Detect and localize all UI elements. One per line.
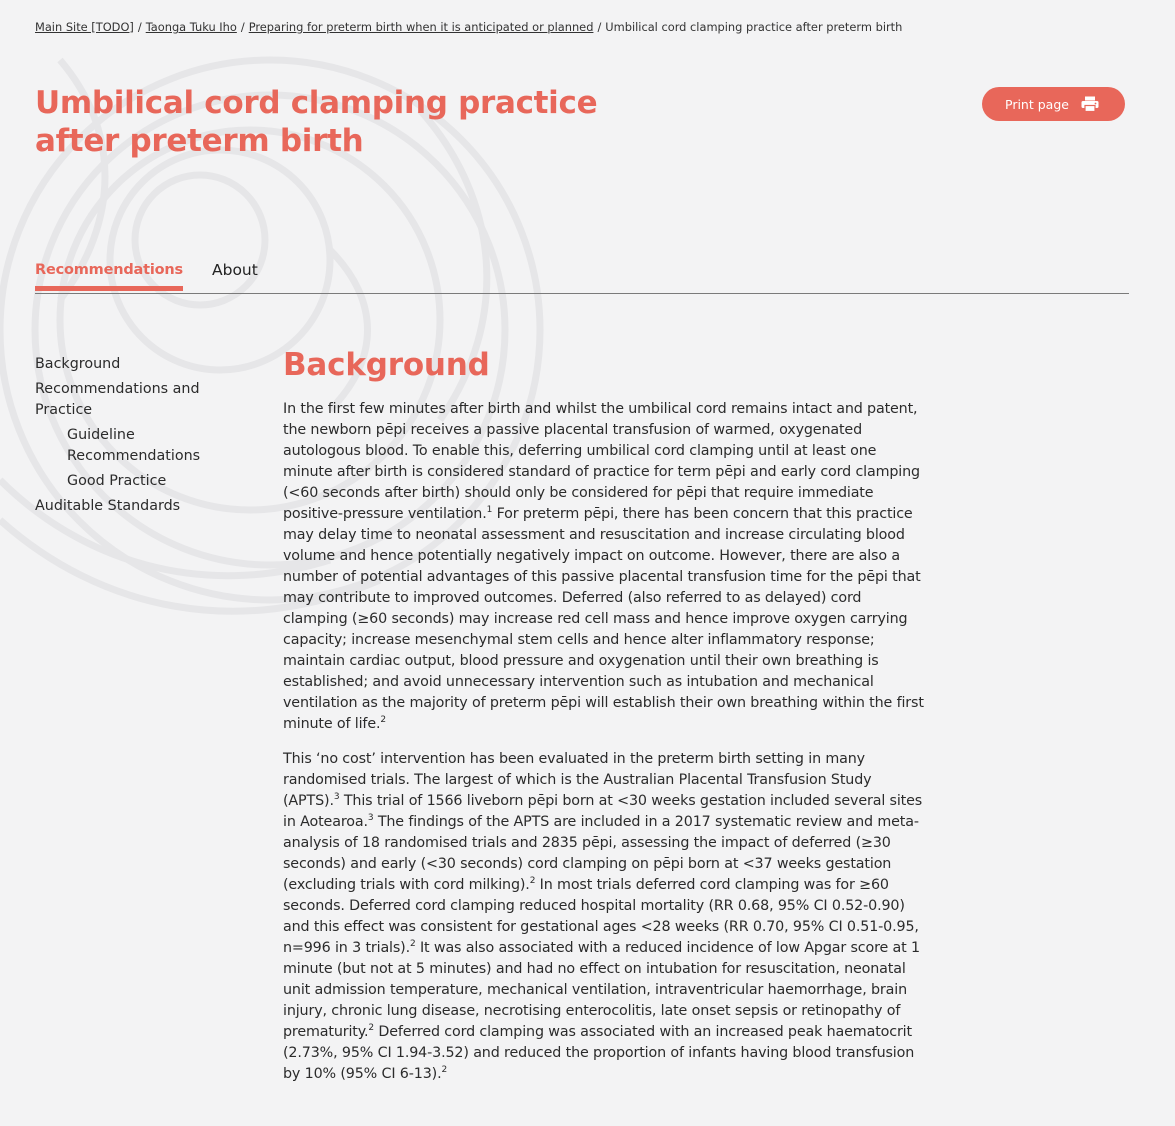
citation-ref: 3 [367, 813, 374, 824]
main-content [283, 345, 928, 1099]
breadcrumb-separator: / [240, 20, 245, 34]
sidebar-nav [35, 354, 240, 521]
breadcrumb [35, 19, 1145, 35]
citation-ref: 2 [529, 876, 536, 887]
citation-ref: 2 [380, 715, 386, 726]
paragraph-text: The findings of the APTS are included in a 2017 systematic review and meta-analysis of 18 randomised trials and 2835 pēpi, assessing the impact of deferred (≥30 seconds) and early (<30 seconds) cord clamping on pēpi born at <37 weeks gestation (excluding trials with cord milking). [283, 814, 919, 893]
paragraph-text: This ‘no cost’ intervention has been evaluated in the preterm birth setting in many randomised trials. The largest of which is the Australian Placental Transfusion Study (APTS). [283, 751, 872, 809]
sidebar-item-recommendations-and-practice[interactable]: Recommendations and Practice [35, 381, 200, 418]
citation-ref: 2 [441, 1065, 448, 1076]
breadcrumb-link-taonga-tuku-iho[interactable]: Taonga Tuku Iho [145, 20, 237, 34]
background-paragraph-2 [283, 749, 928, 1085]
printer-icon [1081, 96, 1099, 112]
section-heading-background: Background [283, 347, 490, 383]
citation-ref: 3 [333, 792, 340, 803]
background-paragraph-1 [283, 399, 928, 735]
citation-ref: 2 [368, 1023, 374, 1034]
paragraph-text: For preterm pēpi, there has been concern that this practice may delay time to neonatal assessment and resuscitation and increase circulating blood volume and hence potentially negatively impact on outcome. However, there are also a number of potential advantages of this passive placental transfusion time for the pēpi that may contribute to improved outcomes. Deferred (also referred to as delayed) cord clamping (≥60 seconds) may increase red cell mass and hence improve oxygen carrying capacity; increase mesenchymal stem cells and hence alter inflammatory response; maintain cardiac output, blood pressure and oxygenation until their own breathing is established; and avoid unnecessary intervention such as intubation and mechanical ventilation as the majority of preterm pēpi will establish their own breathing within the first minute of life. [283, 506, 924, 732]
breadcrumb-current: Umbilical cord clamping practice after preterm birth [605, 20, 903, 34]
print-page-button[interactable] [982, 87, 1125, 121]
paragraph-text: It was also associated with a reduced incidence of low Apgar score at 1 minute (but not at 5 minutes) and had no effect on intubation for resuscitation, neonatal unit admission temperature, mechanical ventilation, intraventricular haemorrhage, brain injury, chronic lung disease, necrotising enterocolitis, late onset sepsis or retinopathy of prematurity. [283, 940, 920, 1040]
paragraph-text: In most trials deferred cord clamping was for ≥60 seconds. Deferred cord clamping reduced hospital mortality (RR 0.68, 95% CI 0.52-0.90) and this effect was consistent for gestational ages <28 weeks (RR 0.70, 95% CI 0.51-0.95, n=996 in 3 trials). [283, 877, 919, 956]
print-page-label: Print page [1005, 96, 1069, 112]
sidebar-item-good-practice[interactable]: Good Practice [67, 473, 167, 489]
page-title: Umbilical cord clamping practice after preterm birth [35, 85, 598, 159]
sidebar-item-guideline-recommendations[interactable]: Guideline Recommendations [67, 427, 201, 464]
breadcrumb-separator: / [137, 20, 142, 34]
tab-about[interactable]: About [212, 261, 258, 279]
citation-ref: 2 [410, 939, 416, 950]
sidebar-item-auditable-standards[interactable]: Auditable Standards [35, 498, 181, 514]
sidebar-item-background[interactable]: Background [35, 356, 121, 372]
paragraph-text: This trial of 1566 liveborn pēpi born at <30 weeks gestation included several sites in Aotearoa. [283, 793, 923, 830]
breadcrumb-link-main-site[interactable]: Main Site [TODO] [35, 20, 134, 34]
paragraph-text: Deferred cord clamping was associated with an increased peak haematocrit (2.73%, 95% CI 1.94-3.52) and reduced the proportion of infants having blood transfusion by 10% (95% CI 6-13). [283, 1024, 915, 1082]
citation-ref: 1 [486, 505, 493, 516]
tab-bar [35, 258, 1129, 294]
paragraph-text: In the first few minutes after birth and whilst the umbilical cord remains intact and patent, the newborn pēpi receives a passive placental transfusion of warmed, oxygenated autologous blood. To enable this, deferring umbilical cord clamping until at least one minute after birth is considered standard of practice for term pēpi and early cord clamping (<60 seconds after birth) should only be considered for pēpi that require immediate positive-pressure ventilation. [283, 401, 920, 522]
breadcrumb-link-preparing-for-preterm-birth[interactable]: Preparing for preterm birth when it is anticipated or planned [248, 20, 594, 34]
breadcrumb-separator: / [597, 20, 602, 34]
tab-recommendations[interactable]: Recommendations [35, 258, 183, 291]
